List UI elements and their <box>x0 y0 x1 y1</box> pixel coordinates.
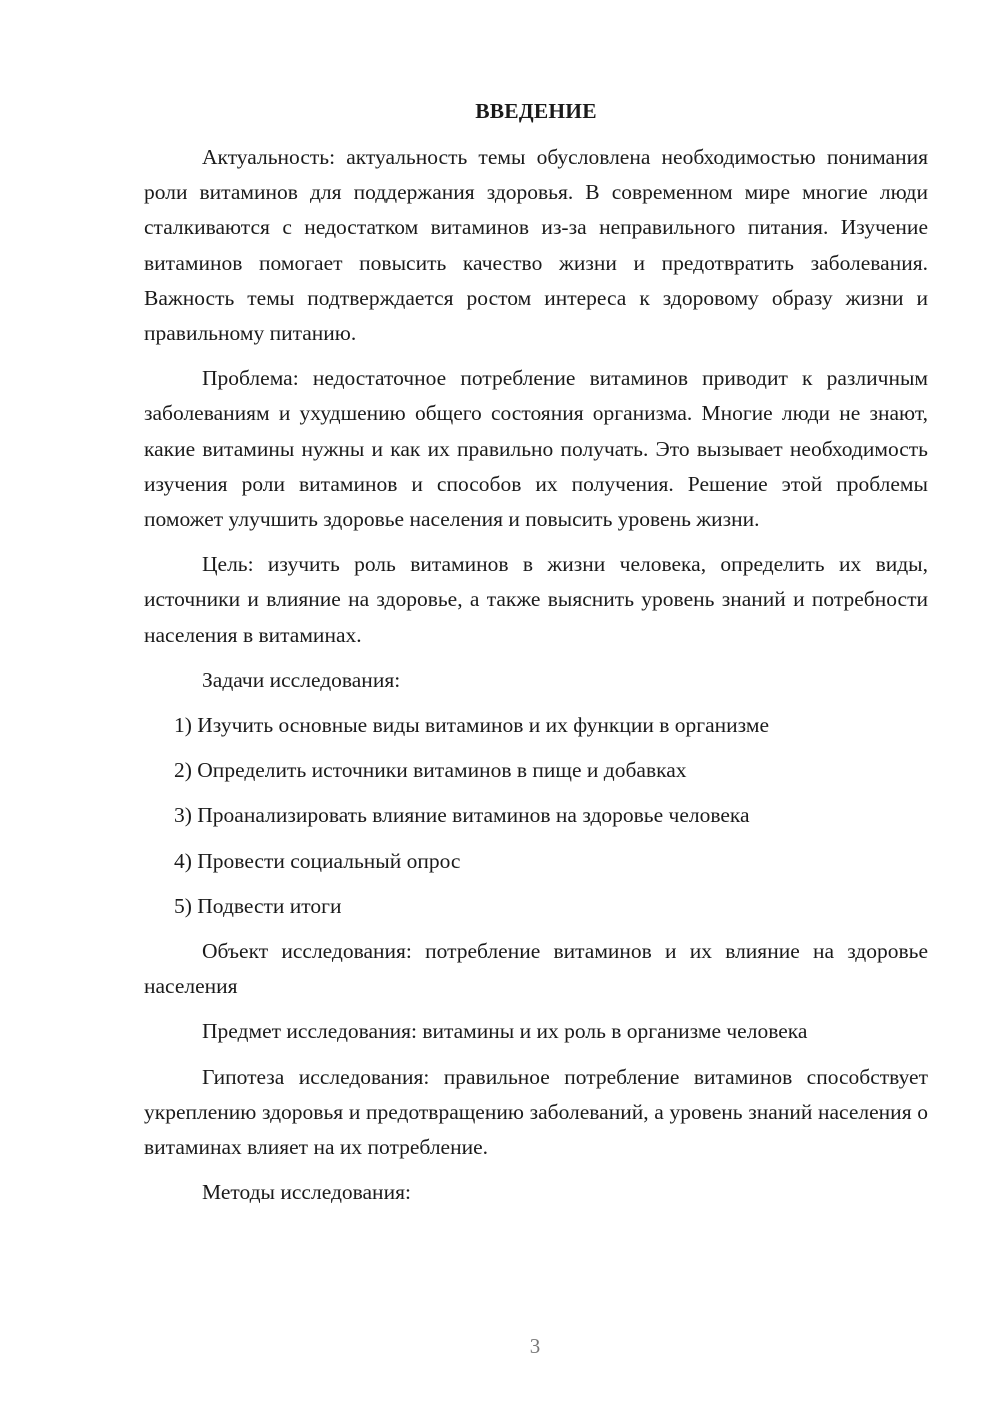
goal-paragraph: Цель: изучить роль витаминов в жизни человека, определить их виды, источники и влияние на здоровье, а также выяснить уровень знаний и потребности населения в витаминах. <box>144 552 928 647</box>
list-item: 2) Определить источники витаминов в пище и добавках <box>174 758 687 783</box>
list-item: 5) Подвести итоги <box>174 893 342 918</box>
tasks-heading: Задачи исследования: <box>202 667 401 692</box>
list-item: 3) Проанализировать влияние витаминов на здоровье человека <box>174 803 750 828</box>
object-paragraph: Объект исследования: потребление витаминов и их влияние на здоровье населения <box>144 939 928 999</box>
methods-heading: Методы исследования: <box>202 1180 411 1205</box>
subject-paragraph: Предмет исследования: витамины и их роль в организме человека <box>202 1019 808 1044</box>
tasks-list <box>144 708 928 924</box>
page-number: 3 <box>529 1334 541 1358</box>
relevance-paragraph: Актуальность: актуальность темы обусловлена необходимостью понимания роли витаминов для поддержания здоровья. В современном мире многие люди сталкиваются с недостатком витаминов из-за неправильного питания. Изучение витаминов помогает повысить качество жизни и предотвратить заболевания. Важность темы подтверждается ростом интереса к здоровому образу жизни и правильному питанию. <box>144 145 928 346</box>
hypothesis-paragraph: Гипотеза исследования: правильное потребление витаминов способствует укреплению здоровья и предотвращению заболеваний, а уровень знаний населения о витаминах влияет на их потребление. <box>144 1064 928 1160</box>
page-title: ВВЕДЕНИЕ <box>475 99 597 123</box>
page-content <box>144 96 928 1220</box>
problem-paragraph: Проблема: недостаточное потребление витаминов приводит к различным заболеваниям и ухудшению общего состояния организма. Многие люди не знают, какие витамины нужны и как их правильно получать. Это вызывает необходимость изучения роли витаминов и способов их получения. Решение этой проблемы поможет улучшить здоровье населения и повысить уровень жизни. <box>144 366 928 532</box>
list-item: 4) Провести социальный опрос <box>174 848 461 873</box>
list-item: 1) Изучить основные виды витаминов и их функции в организме <box>174 713 770 738</box>
